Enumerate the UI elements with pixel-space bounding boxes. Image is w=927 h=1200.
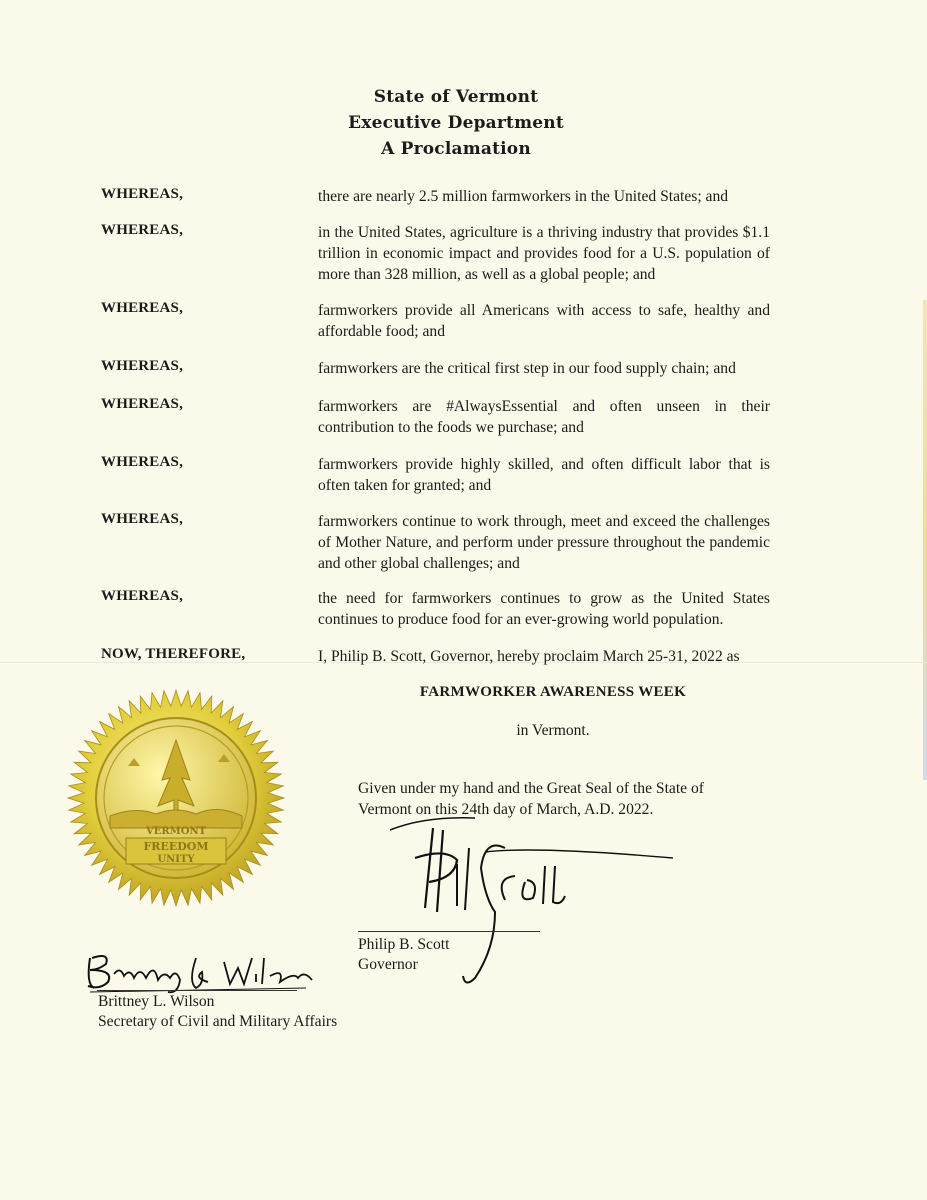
governor-name: Philip B. Scott xyxy=(358,936,450,953)
governor-title: Governor xyxy=(358,956,418,973)
clause-text: farmworkers are the critical first step in our food supply chain; and xyxy=(318,360,736,377)
header-department: Executive Department xyxy=(348,113,564,133)
seal-text-band2: UNITY xyxy=(157,854,195,865)
clause-text: the need for farmworkers continues to grow as the United States continues to produce food for an ever-growing world population. xyxy=(318,590,770,628)
seal-text-band1: FREEDOM xyxy=(143,840,209,853)
clause-label: NOW, THEREFORE, xyxy=(101,646,246,662)
page-edge-tint xyxy=(923,300,927,780)
clause-label: WHEREAS, xyxy=(101,396,184,412)
clause-text: farmworkers are #AlwaysEssential and often unseen in their contribution to the foods we purchase; and xyxy=(318,398,770,436)
great-seal-of-vermont xyxy=(66,688,286,908)
governor-signature-line xyxy=(358,931,540,932)
governor-signature-image xyxy=(385,808,685,998)
document-header xyxy=(0,84,912,162)
header-state: State of Vermont xyxy=(373,87,539,107)
clause-label: WHEREAS, xyxy=(101,222,184,238)
clause-label: WHEREAS, xyxy=(101,454,184,470)
clause-label: WHEREAS, xyxy=(101,186,184,202)
proclamation-location: in Vermont. xyxy=(516,722,590,739)
secretary-signature-line xyxy=(97,990,297,991)
clause-text: farmworkers provide highly skilled, and often difficult labor that is often taken for granted; and xyxy=(318,456,770,494)
clause-text: I, Philip B. Scott, Governor, hereby proclaim March 25-31, 2022 as xyxy=(318,648,740,665)
clause-text: in the United States, agriculture is a thriving industry that provides $1.1 trillion in economic impact and provides food for a U.S. population of more than 328 million, as well as a global people; and xyxy=(318,224,770,283)
secretary-title: Secretary of Civil and Military Affairs xyxy=(98,1013,338,1030)
given-statement: Given under my hand and the Great Seal of the State of Vermont on this 24th day of March, A.D. 2022. xyxy=(358,780,704,818)
clause-text: farmworkers provide all Americans with access to safe, healthy and affordable food; and xyxy=(318,302,770,340)
clause-label: WHEREAS, xyxy=(101,588,184,604)
proclamation-title: FARMWORKER AWARENESS WEEK xyxy=(419,684,687,700)
secretary-name: Brittney L. Wilson xyxy=(98,993,215,1010)
seal-text-top: VERMONT xyxy=(145,826,207,837)
header-proclamation: A Proclamation xyxy=(381,139,531,159)
clause-text: farmworkers continue to work through, meet and exceed the challenges of Mother Nature, and perform under pressure throughout the pandemic and other global challenges; and xyxy=(318,513,770,572)
clause-label: WHEREAS, xyxy=(101,511,184,527)
clause-text: there are nearly 2.5 million farmworkers in the United States; and xyxy=(318,188,729,205)
clause-label: WHEREAS, xyxy=(101,358,184,374)
clause-label: WHEREAS, xyxy=(101,300,184,316)
